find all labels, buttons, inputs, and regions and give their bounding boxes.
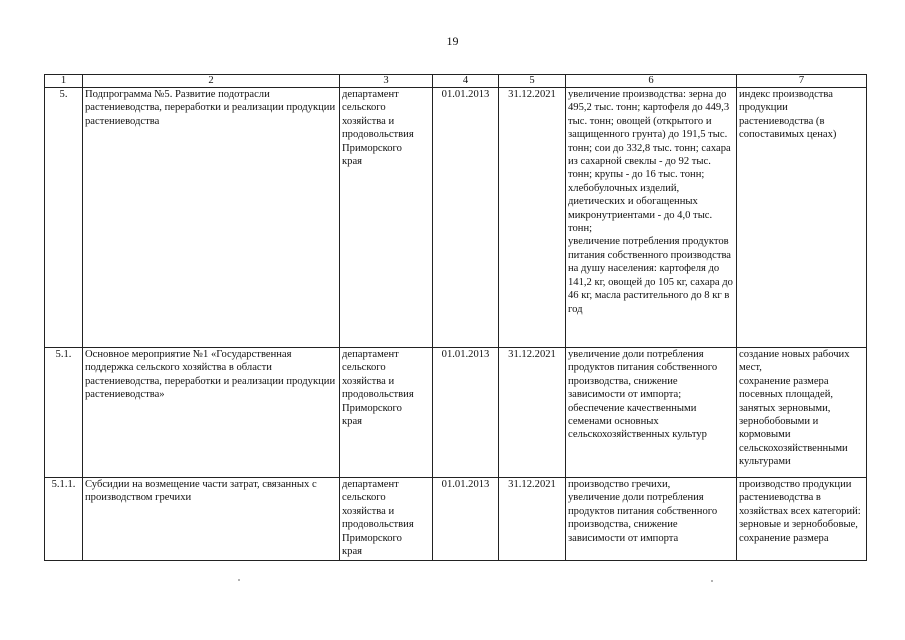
column-header: 5 bbox=[499, 75, 566, 88]
page-number: 19 bbox=[446, 34, 459, 48]
row-start-date: 01.01.2013 bbox=[433, 478, 499, 561]
row-result: увеличение доли потребления продуктов питания собственного производства, снижение зависимости от импорта; обеспечение качественными семенами основных сельскохозяйственных культур bbox=[566, 348, 737, 478]
row-indicator: индекс производства продукции растениеводства (в сопоставимых ценах) bbox=[737, 88, 867, 348]
row-executor: департамент сельского хозяйства и продовольствия Приморского края bbox=[340, 478, 433, 561]
program-table bbox=[44, 74, 867, 561]
column-header: 1 bbox=[45, 75, 83, 88]
row-start-date: 01.01.2013 bbox=[433, 88, 499, 348]
table-row bbox=[45, 88, 867, 348]
row-executor: департамент сельского хозяйства и продовольствия Приморского края bbox=[340, 348, 433, 478]
row-result: производство гречихи, увеличение доли потребления продуктов питания собственного производства, снижение зависимости от импорта bbox=[566, 478, 737, 561]
column-header: 6 bbox=[566, 75, 737, 88]
row-number: 5. bbox=[45, 88, 83, 348]
scan-speck bbox=[711, 580, 713, 582]
row-indicator: производство продукции растениеводства в хозяйствах всех категорий: зерновые и зернобобовые, сохранение размера bbox=[737, 478, 867, 561]
row-indicator: создание новых рабочих мест, сохранение размера посевных площадей, занятых зерновыми, зернобобовыми и кормовыми сельскохозяйственными культурами bbox=[737, 348, 867, 478]
column-header: 4 bbox=[433, 75, 499, 88]
row-end-date: 31.12.2021 bbox=[499, 348, 566, 478]
row-number: 5.1. bbox=[45, 348, 83, 478]
row-name: Подпрограмма №5. Развитие подотрасли растениеводства, переработки и реализации продукции растениеводства bbox=[83, 88, 340, 348]
column-header: 7 bbox=[737, 75, 867, 88]
row-name: Основное мероприятие №1 «Государственная поддержка сельского хозяйства в области растениеводства, переработки и реализации продукции растениеводства» bbox=[83, 348, 340, 478]
header-row bbox=[45, 75, 867, 88]
row-end-date: 31.12.2021 bbox=[499, 88, 566, 348]
row-result: увеличение производства: зерна до 495,2 тыс. тонн; картофеля до 449,3 тыс. тонн; овощей (открытого и защищенного грунта) до 191,5 тыс. тонн; сои до 332,8 тыс. тонн; сахара из сахарной свеклы - до 92 тыс. тонн; крупы - до 16 тыс. тонн; хлебобулочных изделий, диетических и обогащенных микронутриентами - до 4,0 тыс. тонн; увеличение потребления продуктов питания собственного производства на душу населения: картофеля до 141,2 кг, овощей до 105 кг, сахара до 46 кг, масла растительного до 8 кг в год bbox=[566, 88, 737, 348]
row-executor: департамент сельского хозяйства и продовольствия Приморского края bbox=[340, 88, 433, 348]
table-row bbox=[45, 478, 867, 561]
scan-speck bbox=[238, 579, 240, 581]
column-header: 2 bbox=[83, 75, 340, 88]
column-header: 3 bbox=[340, 75, 433, 88]
row-start-date: 01.01.2013 bbox=[433, 348, 499, 478]
row-name: Субсидии на возмещение части затрат, связанных с производством гречихи bbox=[83, 478, 340, 561]
table-row bbox=[45, 348, 867, 478]
row-end-date: 31.12.2021 bbox=[499, 478, 566, 561]
row-number: 5.1.1. bbox=[45, 478, 83, 561]
